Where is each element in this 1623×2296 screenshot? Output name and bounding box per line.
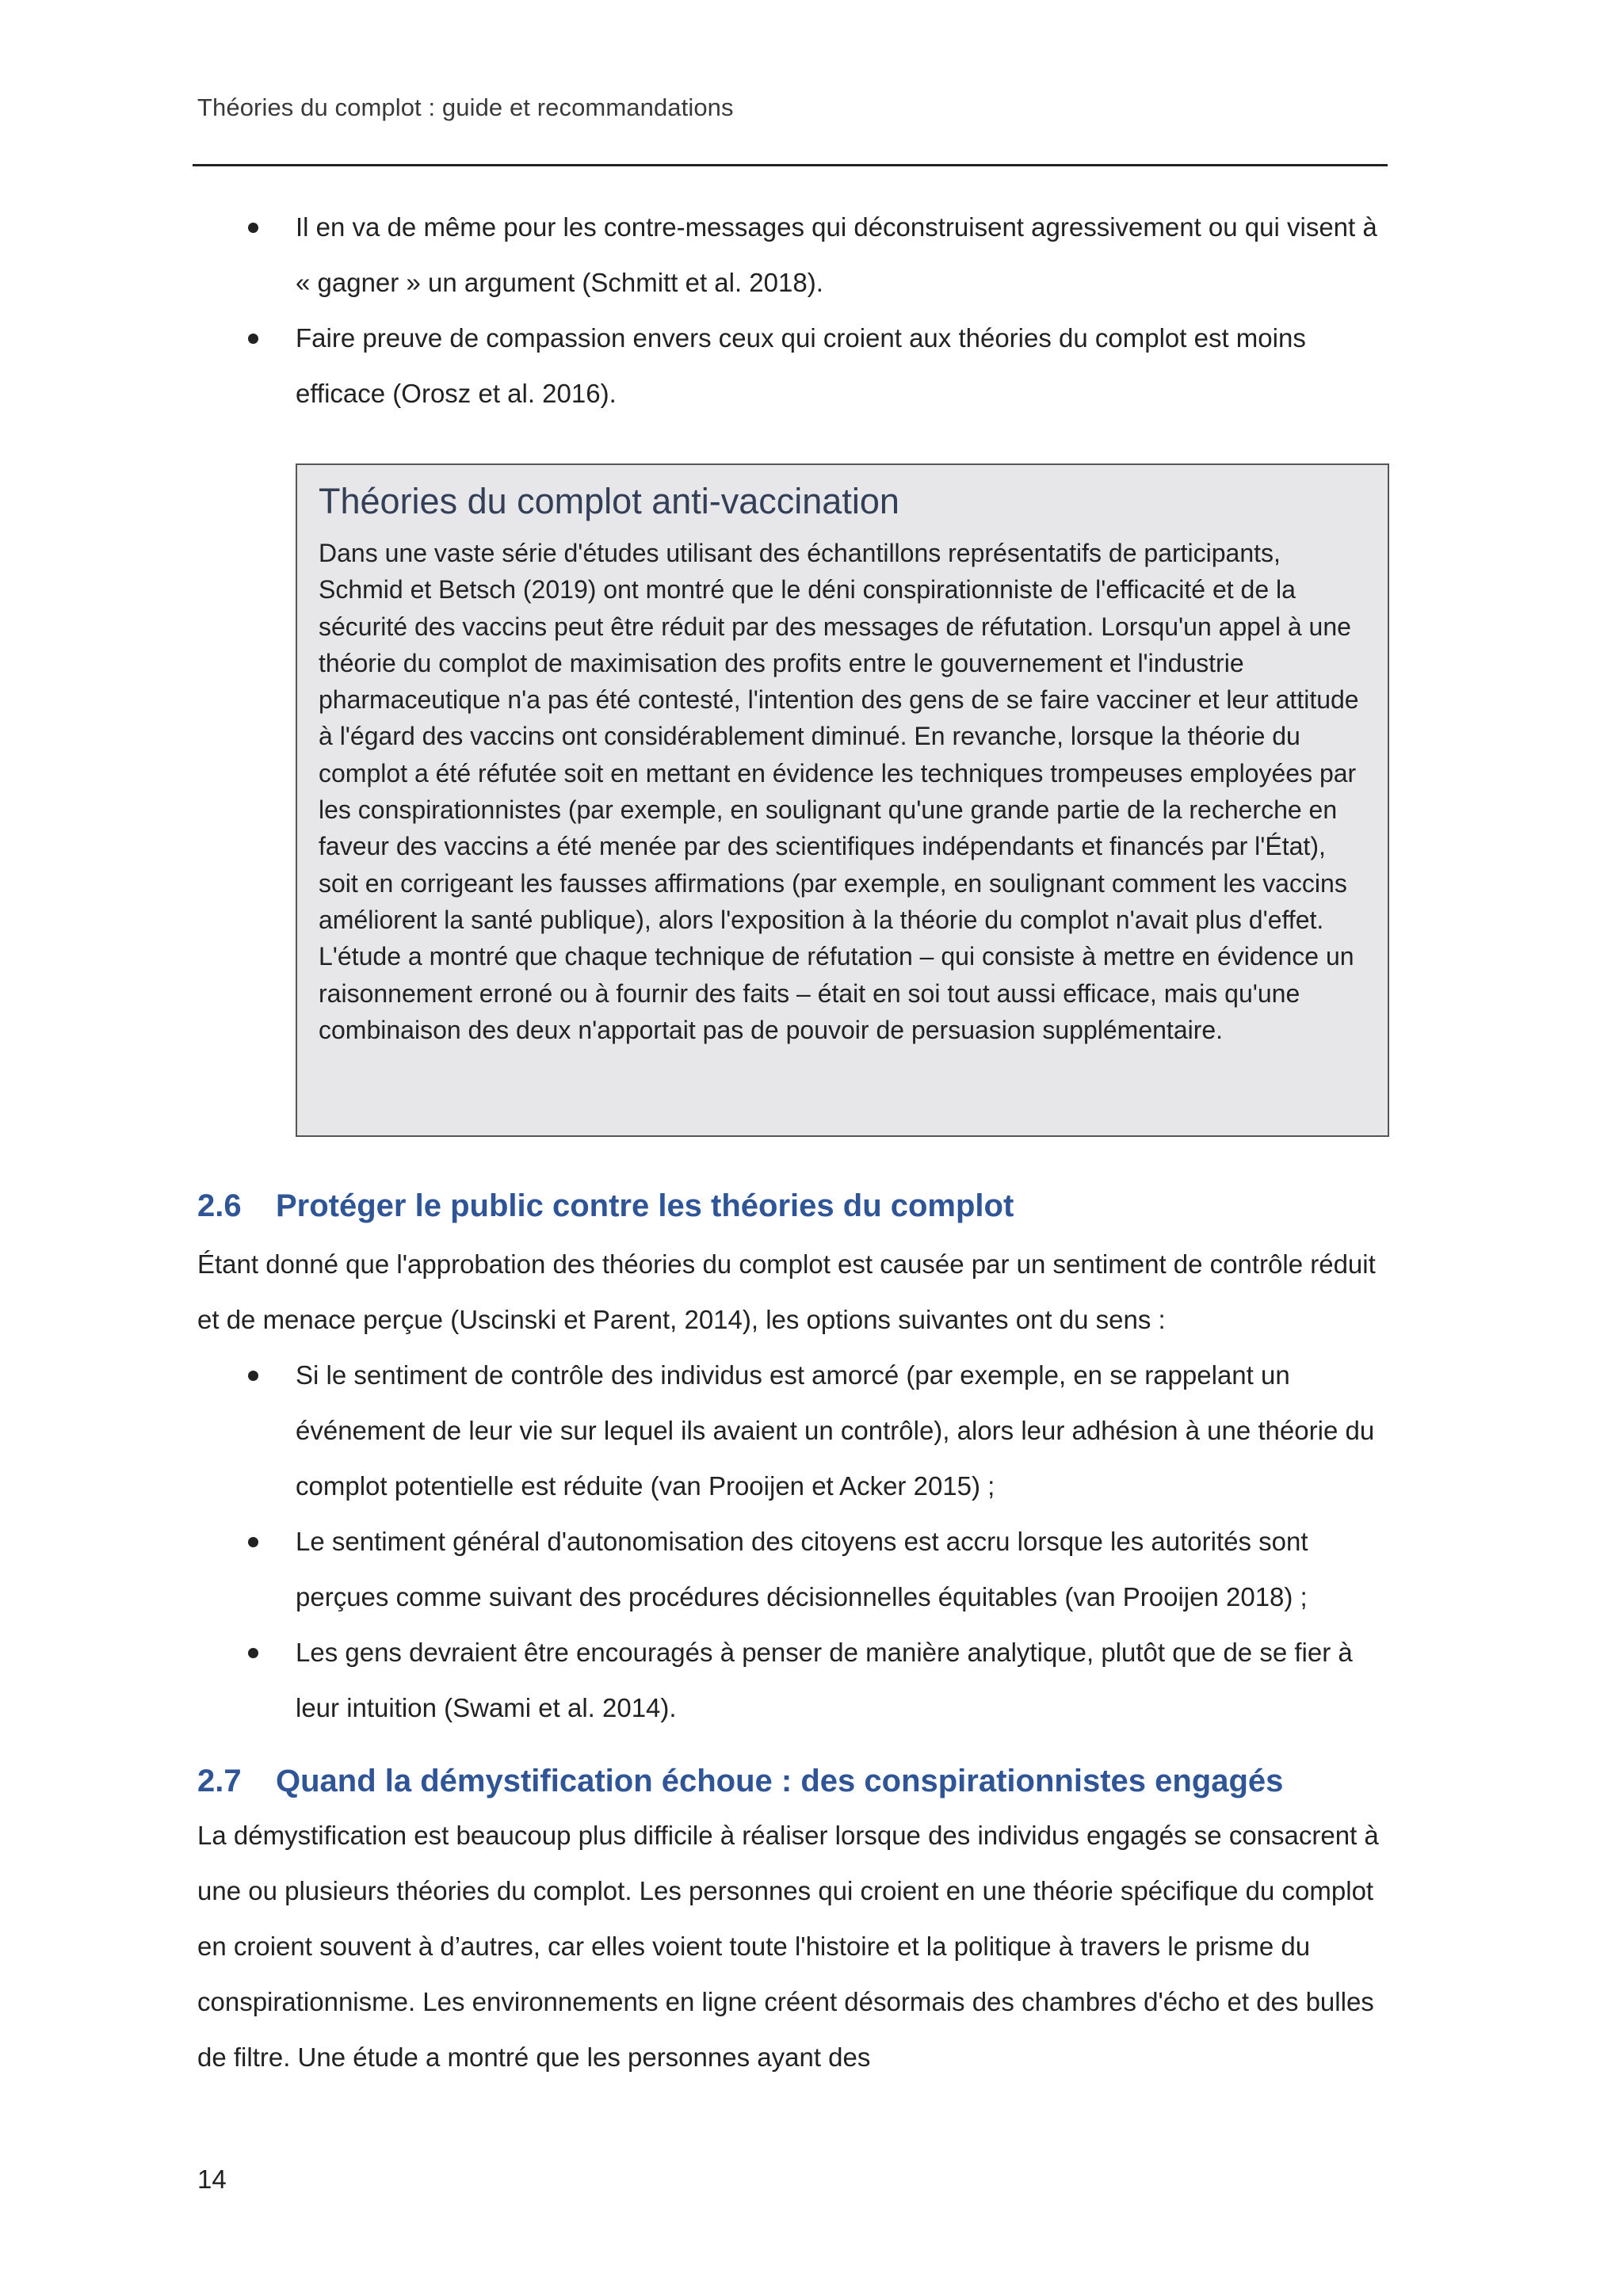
section-heading-2-6 [197, 1186, 1014, 1226]
bullet-icon [248, 1537, 258, 1547]
list-item-text: Le sentiment général d'autonomisation des citoyens est accru lorsque les autorités sont perçues comme suivant des procédures décisionnelles équitables (van Prooijen 2018) ; [296, 1527, 1308, 1611]
list-item-text: Faire preuve de compassion envers ceux qui croient aux théories du complot est moins efficace (Orosz et al. 2016). [296, 323, 1306, 408]
section-2-7-body: La démystification est beaucoup plus difficile à réaliser lorsque des individus engagés se consacrent à une ou plusieurs théories du complot. Les personnes qui croient en une théorie spécifique du complot en croient souvent à d’autres, car elles voient toute l'histoire et la politique à travers le prisme du conspirationnisme. Les environnements en ligne créent désormais des chambres d'écho et des bulles de filtre. Une étude a montré que les personnes ayant des [197, 1821, 1379, 2072]
list-item-text: Les gens devraient être encouragés à penser de manière analytique, plutôt que de se fier à leur intuition (Swami et al. 2014). [296, 1638, 1353, 1722]
list-item [0, 1514, 1389, 1625]
bullet-list-top [0, 200, 1623, 421]
info-box [296, 463, 1389, 1137]
list-item [0, 200, 1389, 311]
list-item-text: Il en va de même pour les contre-messages qui déconstruisent agressivement ou qui visent à « gagner » un argument (Schmitt et al. 2018). [296, 212, 1377, 297]
bullet-icon [248, 1648, 258, 1658]
running-header: Théories du complot : guide et recommandations [197, 93, 734, 121]
header-divider [193, 164, 1388, 166]
page-number: 14 [197, 2164, 227, 2194]
list-item [0, 1625, 1389, 1736]
section-2-6-intro: Étant donné que l'approbation des théories du complot est causée par un sentiment de contrôle réduit et de menace perçue (Uscinski et Parent, 2014), les options suivantes ont du sens : [197, 1249, 1376, 1334]
bullet-icon [248, 223, 258, 233]
bullet-icon [248, 334, 258, 344]
info-box-title: Théories du complot anti-vaccination [319, 481, 899, 521]
list-item [0, 1348, 1389, 1514]
section-number: 2.7 [197, 1764, 242, 1798]
bullet-list-2-6 [0, 1348, 1623, 1736]
list-item [0, 311, 1389, 421]
section-title: Quand la démystification échoue : des conspirationnistes engagés [276, 1764, 1284, 1798]
info-box-body: Dans une vaste série d'études utilisant des échantillons représentatifs de participants, Schmid et Betsch (2019) ont montré que le déni conspirationniste de l'efficacité et de la sécurité des vaccins peut être réduit par des messages de réfutation. Lorsqu'un appel à une théorie du complot de maximisation des profits entre le gouvernement et l'industrie pharmaceutique n'a pas été contesté, l'intention des gens de se faire vacciner et leur attitude à l'égard des vaccins ont considérablement diminué. En revanche, lorsque la théorie du complot a été réfutée soit en mettant en évidence les techniques trompeuses employées par les conspirationnistes (par exemple, en soulignant qu'une grande partie de la recherche en faveur des vaccins a été menée par des scientifiques indépendants et financés par l'État), soit en corrigeant les fausses affirmations (par exemple, en soulignant comment les vaccins améliorent la santé publique), alors l'exposition à la théorie du complot n'avait plus d'effet. L'étude a montré que chaque technique de réfutation – qui consiste à mettre en évidence un raisonnement erroné ou à fournir des faits – était en soi tout aussi efficace, mais qu'une combinaison des deux n'apportait pas de pouvoir de persuasion supplémentaire. [319, 539, 1359, 1044]
section-number: 2.6 [197, 1188, 242, 1223]
bullet-icon [248, 1371, 258, 1381]
list-item-text: Si le sentiment de contrôle des individus est amorcé (par exemple, en se rappelant un événement de leur vie sur lequel ils avaient un contrôle), alors leur adhésion à une théorie du complot potentielle est réduite (van Prooijen et Acker 2015) ; [296, 1360, 1375, 1501]
section-title: Protéger le public contre les théories du complot [276, 1188, 1014, 1223]
section-heading-2-7 [197, 1761, 1283, 1801]
